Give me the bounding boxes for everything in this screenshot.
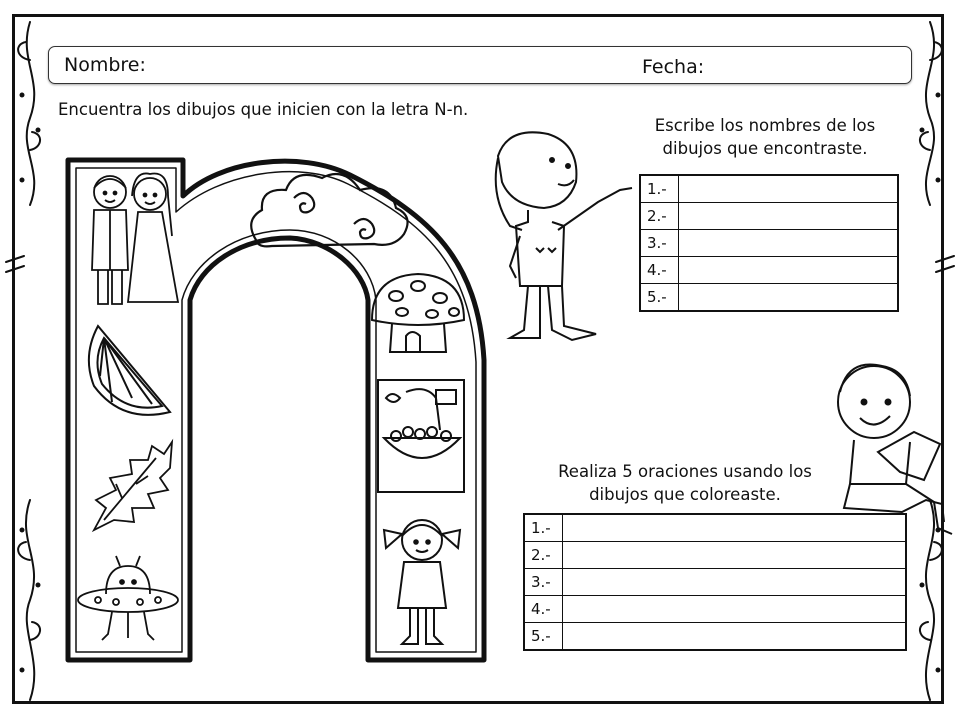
girl-pointing-picture [488, 126, 636, 346]
answer-line[interactable] [678, 284, 898, 312]
novios-picture [80, 166, 184, 308]
answer-line[interactable] [562, 596, 906, 623]
table-row [640, 203, 898, 230]
row-number: 3.- [524, 569, 562, 596]
sentences-line-1: Realiza 5 oraciones usando los [558, 462, 812, 481]
table-row [640, 230, 898, 257]
row-number: 3.- [640, 230, 678, 257]
sentences-instruction [520, 460, 850, 506]
sentences-line-2: dibujos que coloreaste. [589, 485, 781, 504]
answer-line[interactable] [678, 257, 898, 284]
table-row [640, 257, 898, 284]
row-number: 1.- [524, 514, 562, 542]
table-row [640, 284, 898, 312]
table-row [524, 542, 906, 569]
nave-picture [72, 554, 184, 654]
table-row [524, 514, 906, 542]
table-row [524, 569, 906, 596]
names-table [639, 174, 899, 312]
row-number: 2.- [640, 203, 678, 230]
answer-line[interactable] [678, 175, 898, 203]
find-instruction: Encuentra los dibujos que inicien con la letra N-n. [58, 100, 469, 119]
name-label: Nombre: [64, 54, 146, 76]
row-number: 4.- [640, 257, 678, 284]
write-names-line-1: Escribe los nombres de los [654, 116, 876, 135]
answer-line[interactable] [562, 623, 906, 651]
table-row [524, 623, 906, 651]
sentences-table [523, 513, 907, 651]
answer-line[interactable] [678, 203, 898, 230]
answer-line[interactable] [562, 542, 906, 569]
row-number: 1.- [640, 175, 678, 203]
row-number: 2.- [524, 542, 562, 569]
nopal-picture [86, 438, 178, 538]
cereal-picture [376, 378, 468, 496]
table-row [640, 175, 898, 203]
hongo-picture [366, 270, 468, 356]
nube-picture [244, 168, 416, 254]
nina-picture [376, 514, 468, 650]
date-label: Fecha: [642, 56, 705, 78]
table-row [524, 596, 906, 623]
answer-line[interactable] [562, 569, 906, 596]
write-names-instruction [620, 114, 910, 160]
row-number: 4.- [524, 596, 562, 623]
row-number: 5.- [524, 623, 562, 651]
write-names-line-2: dibujos que encontraste. [662, 139, 868, 158]
naranja-picture [82, 316, 180, 426]
answer-line[interactable] [678, 230, 898, 257]
answer-line[interactable] [562, 514, 906, 542]
row-number: 5.- [640, 284, 678, 312]
